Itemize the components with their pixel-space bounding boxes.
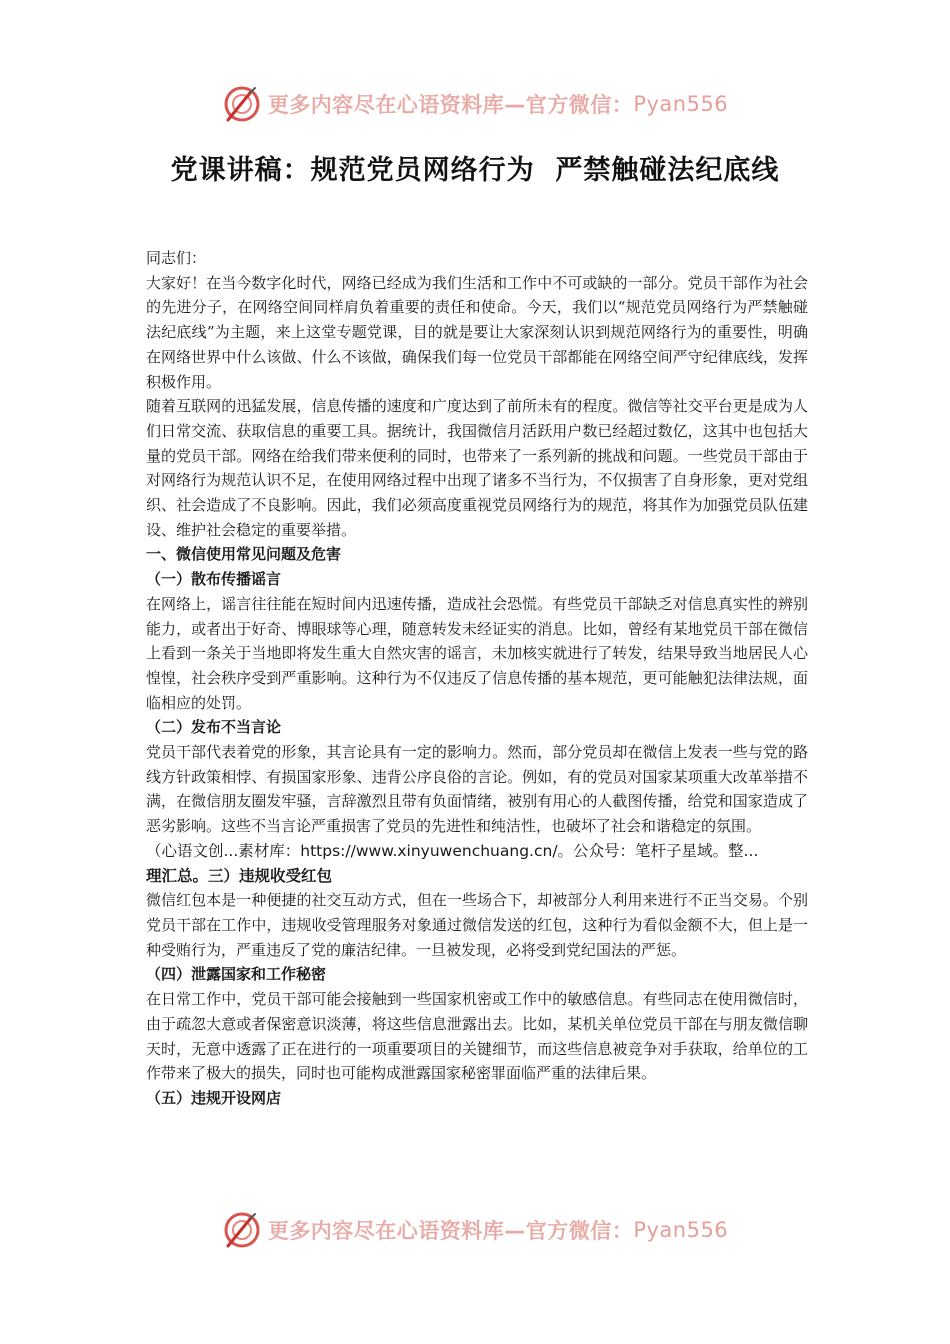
subsection-text-3: 微信红包本是一种便捷的社交互动方式，但在一些场合下，却被部分人利用来进行不正当交易。个别党员干部在工作中，违规收受管理服务对象通过微信发送的红包，这种行为看似金额不大，但上是一种受贿行为，严重违反了党的廉洁纪律。一旦被发现，必将受到党纪国法的严惩。 xyxy=(146,891,808,959)
subsection-heading-2: （二）发布不当言论 xyxy=(146,718,282,737)
greeting: 同志们： xyxy=(146,249,207,267)
page-title: 党课讲稿：规范党员网络行为 严禁触碰法纪底线 xyxy=(170,155,780,186)
brand-logo-icon xyxy=(222,1210,262,1250)
subsection-heading-4: （四）泄露国家和工作秘密 xyxy=(146,965,327,984)
header-watermark-banner xyxy=(0,82,950,126)
intro-paragraph-2: 随着互联网的迅猛发展，信息传播的速度和广度达到了前所未有的程度。微信等社交平台更是成为人们日常交流、获取信息的重要工具。据统计，我国微信月活跃用户数已经超过数亿，这其中也包括大量的党员干部。网络在给我们带来便利的同时，也带来了一系列新的挑战和问题。一些党员干部由于对网络行为规范认识不足，在使用网络过程中出现了诸多不当行为，不仅损害了自身形象，更对党组织、社会造成了不良影响。因此，我们必须高度重视党员网络行为的规范，将其作为加强党员队伍建设、维护社会稳定的重要举措。 xyxy=(146,397,808,539)
section-heading: 一、微信使用常见问题及危害 xyxy=(146,545,342,564)
footer-watermark-banner xyxy=(0,1208,950,1252)
subsection-text-1: 在网络上，谣言往往能在短时间内迅速传播，造成社会恐慌。有些党员干部缺乏对信息真实性的辨别能力，或者出于好奇、博眼球等心理，随意转发未经证实的消息。比如，曾经有某地党员干部在微信上看到一条关于当地即将发生重大自然灾害的谣言，未加核实就进行了转发，结果导致当地居民人心惶惶，社会秩序受到严重影响。这种行为不仅违反了信息传播的基本规范，更可能触犯法律法规，面临相应的处罚。 xyxy=(146,594,808,712)
subsection-text-2: 党员干部代表着党的形象，其言论具有一定的影响力。然而，部分党员却在微信上发表一些与党的路线方针政策相悖、有损国家形象、违背公序良俗的言论。例如，有的党员对国家某项重大改革举措不满，在微信朋友圈发牢骚，言辞激烈且带有负面情绪，被别有用心的人截图传播，给党和国家造成了恶劣影响。这些不当言论严重损害了党员的先进性和纯洁性，也破坏了社会和谐稳定的氛围。 xyxy=(146,743,808,836)
document-body xyxy=(146,246,808,1111)
brand-logo-icon xyxy=(222,84,262,124)
banner-wechat-id: Pyan556 xyxy=(633,1218,729,1242)
subsection-heading-3: 理汇总。三）违规收受红包 xyxy=(146,866,333,885)
source-note: （心语文创...素材库：https://www.xinyuwenchuang.cn/。公众号：笔杆子星域。整... xyxy=(146,841,759,860)
source-note-heading xyxy=(146,839,808,888)
banner-text: 更多内容尽在心语资料库—官方微信： xyxy=(267,93,634,117)
banner-wechat-id: Pyan556 xyxy=(633,92,729,116)
intro-paragraph-1: 大家好！在当今数字化时代，网络已经成为我们生活和工作中不可或缺的一部分。党员干部作为社会的先进分子，在网络空间同样肩负着重要的责任和使命。今天，我们以“规范党员网络行为严禁触碰法纪底线”为主题，来上这堂专题党课，目的就是要让大家深刻认识到规范网络行为的重要性，明确在网络世界中什么该做、什么不该做，确保我们每一位党员干部都能在网络空间严守纪律底线，发挥积极作用。 xyxy=(146,273,808,391)
subsection-text-4: 在日常工作中，党员干部可能会接触到一些国家机密或工作中的敏感信息。有些同志在使用微信时，由于疏忽大意或者保密意识淡薄，将这些信息泄露出去。比如，某机关单位党员干部在与朋友微信聊天时，无意中透露了正在进行的一项重要项目的关键细节，而这些信息被竞争对手获取，给单位的工作带来了极大的损失，同时也可能构成泄露国家秘密罪面临严重的法律后果。 xyxy=(146,990,808,1083)
banner-text: 更多内容尽在心语资料库—官方微信： xyxy=(267,1219,634,1243)
subsection-heading-1: （一）散布传播谣言 xyxy=(146,570,282,589)
subsection-heading-5: （五）违规开设网店 xyxy=(146,1088,282,1107)
